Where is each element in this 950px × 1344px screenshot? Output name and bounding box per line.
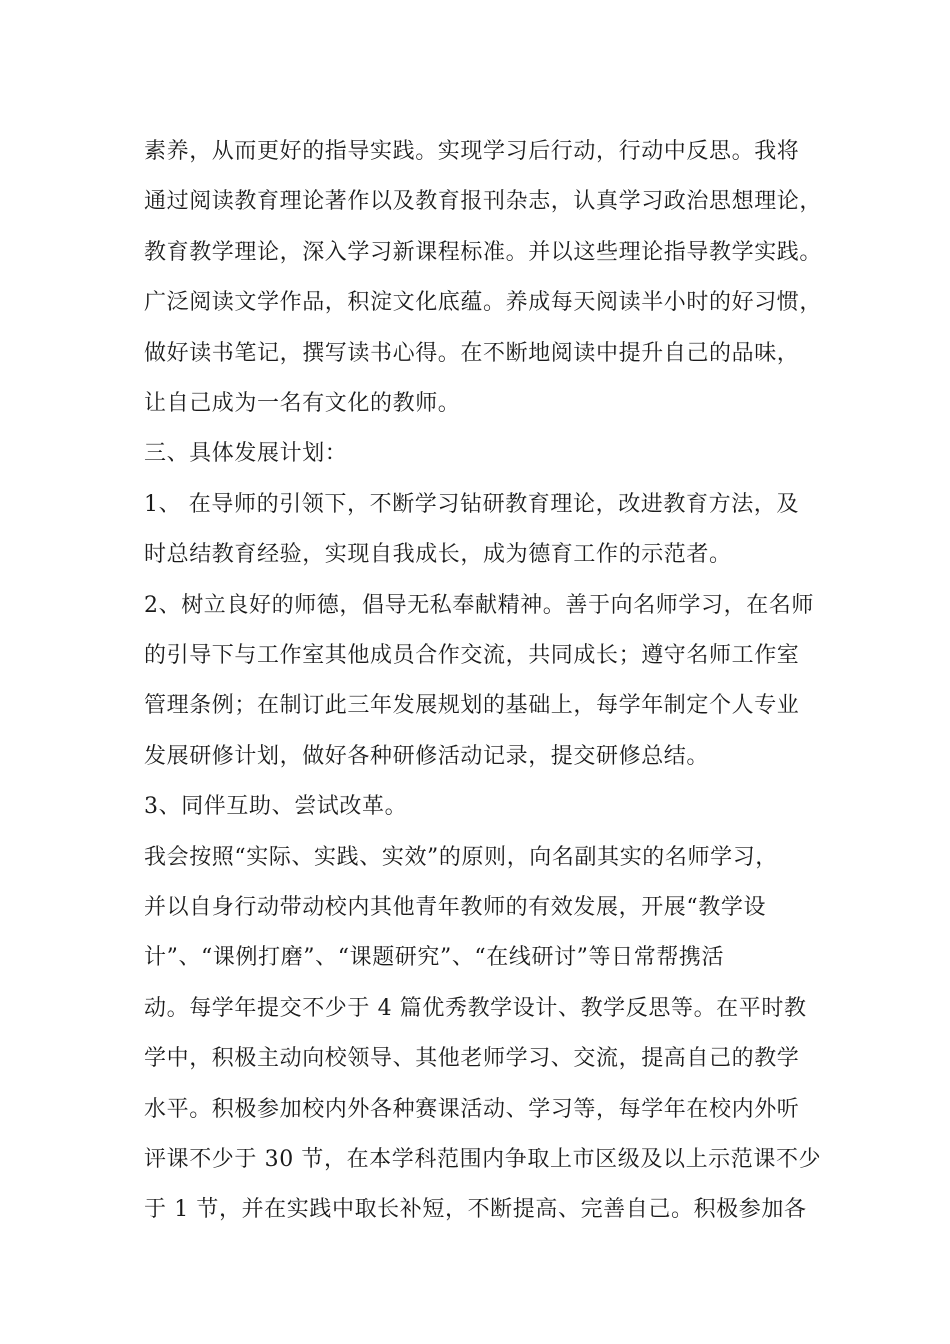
text-line-16: 并以自身行动带动校内其他青年教师的有效发展，开展“教学设: [144, 895, 767, 920]
text-line-2: 通过阅读教育理论著作以及教育报刊杂志，认真学习政治思想理论，: [144, 189, 823, 214]
text-line-6: 让自己成为一名有文化的教师。: [144, 391, 461, 416]
text-line-22: 于 1 节，并在实践中取长补短，不断提高、完善自己。积极参加各: [144, 1197, 807, 1222]
section-heading: 三、具体发展计划：: [144, 441, 348, 466]
text-line-21: 评课不少于 30 节，在本学科范围内争取上市区级及以上示范课不少: [144, 1147, 822, 1172]
plan-item-2: 2、树立良好的师德，倡导无私奉献精神。善于向名师学习，在名师: [144, 593, 814, 618]
text-line-1: 素养，从而更好的指导实践。实现学习后行动，行动中反思。我将: [144, 139, 800, 164]
plan-item-3: 3、同伴互助、尝试改革。: [144, 794, 408, 819]
text-line-9: 时总结教育经验，实现自我成长，成为德育工作的示范者。: [144, 542, 732, 567]
text-line-12: 管理条例；在制订此三年发展规划的基础上，每学年制定个人专业: [144, 693, 800, 718]
text-line-13: 发展研修计划，做好各种研修活动记录，提交研修总结。: [144, 744, 710, 769]
text-line-4: 广泛阅读文学作品，积淀文化底蕴。养成每天阅读半小时的好习惯，: [144, 290, 823, 315]
text-line-15: 我会按照“实际、实践、实效”的原则，向名副其实的名师学习，: [144, 845, 778, 870]
text-line-20: 水平。积极参加校内外各种赛课活动、学习等，每学年在校内外听: [144, 1097, 800, 1122]
text-line-5: 做好读书笔记，撰写读书心得。在不断地阅读中提升自己的品味，: [144, 341, 800, 366]
text-line-11: 的引导下与工作室其他成员合作交流，共同成长；遵守名师工作室: [144, 643, 800, 668]
text-line-3: 教育教学理论，深入学习新课程标准。并以这些理论指导教学实践。: [144, 240, 823, 265]
text-line-17: 计”、“课例打磨”、“课题研究”、“在线研讨”等日常帮携活: [144, 945, 725, 970]
plan-item-1: 1、 在导师的引领下，不断学习钻研教育理论，改进教育方法，及: [144, 492, 799, 517]
text-line-19: 学中，积极主动向校领导、其他老师学习、交流，提高自己的教学: [144, 1046, 800, 1071]
text-line-18: 动。每学年提交不少于 4 篇优秀教学设计、教学反思等。在平时教: [144, 996, 807, 1021]
